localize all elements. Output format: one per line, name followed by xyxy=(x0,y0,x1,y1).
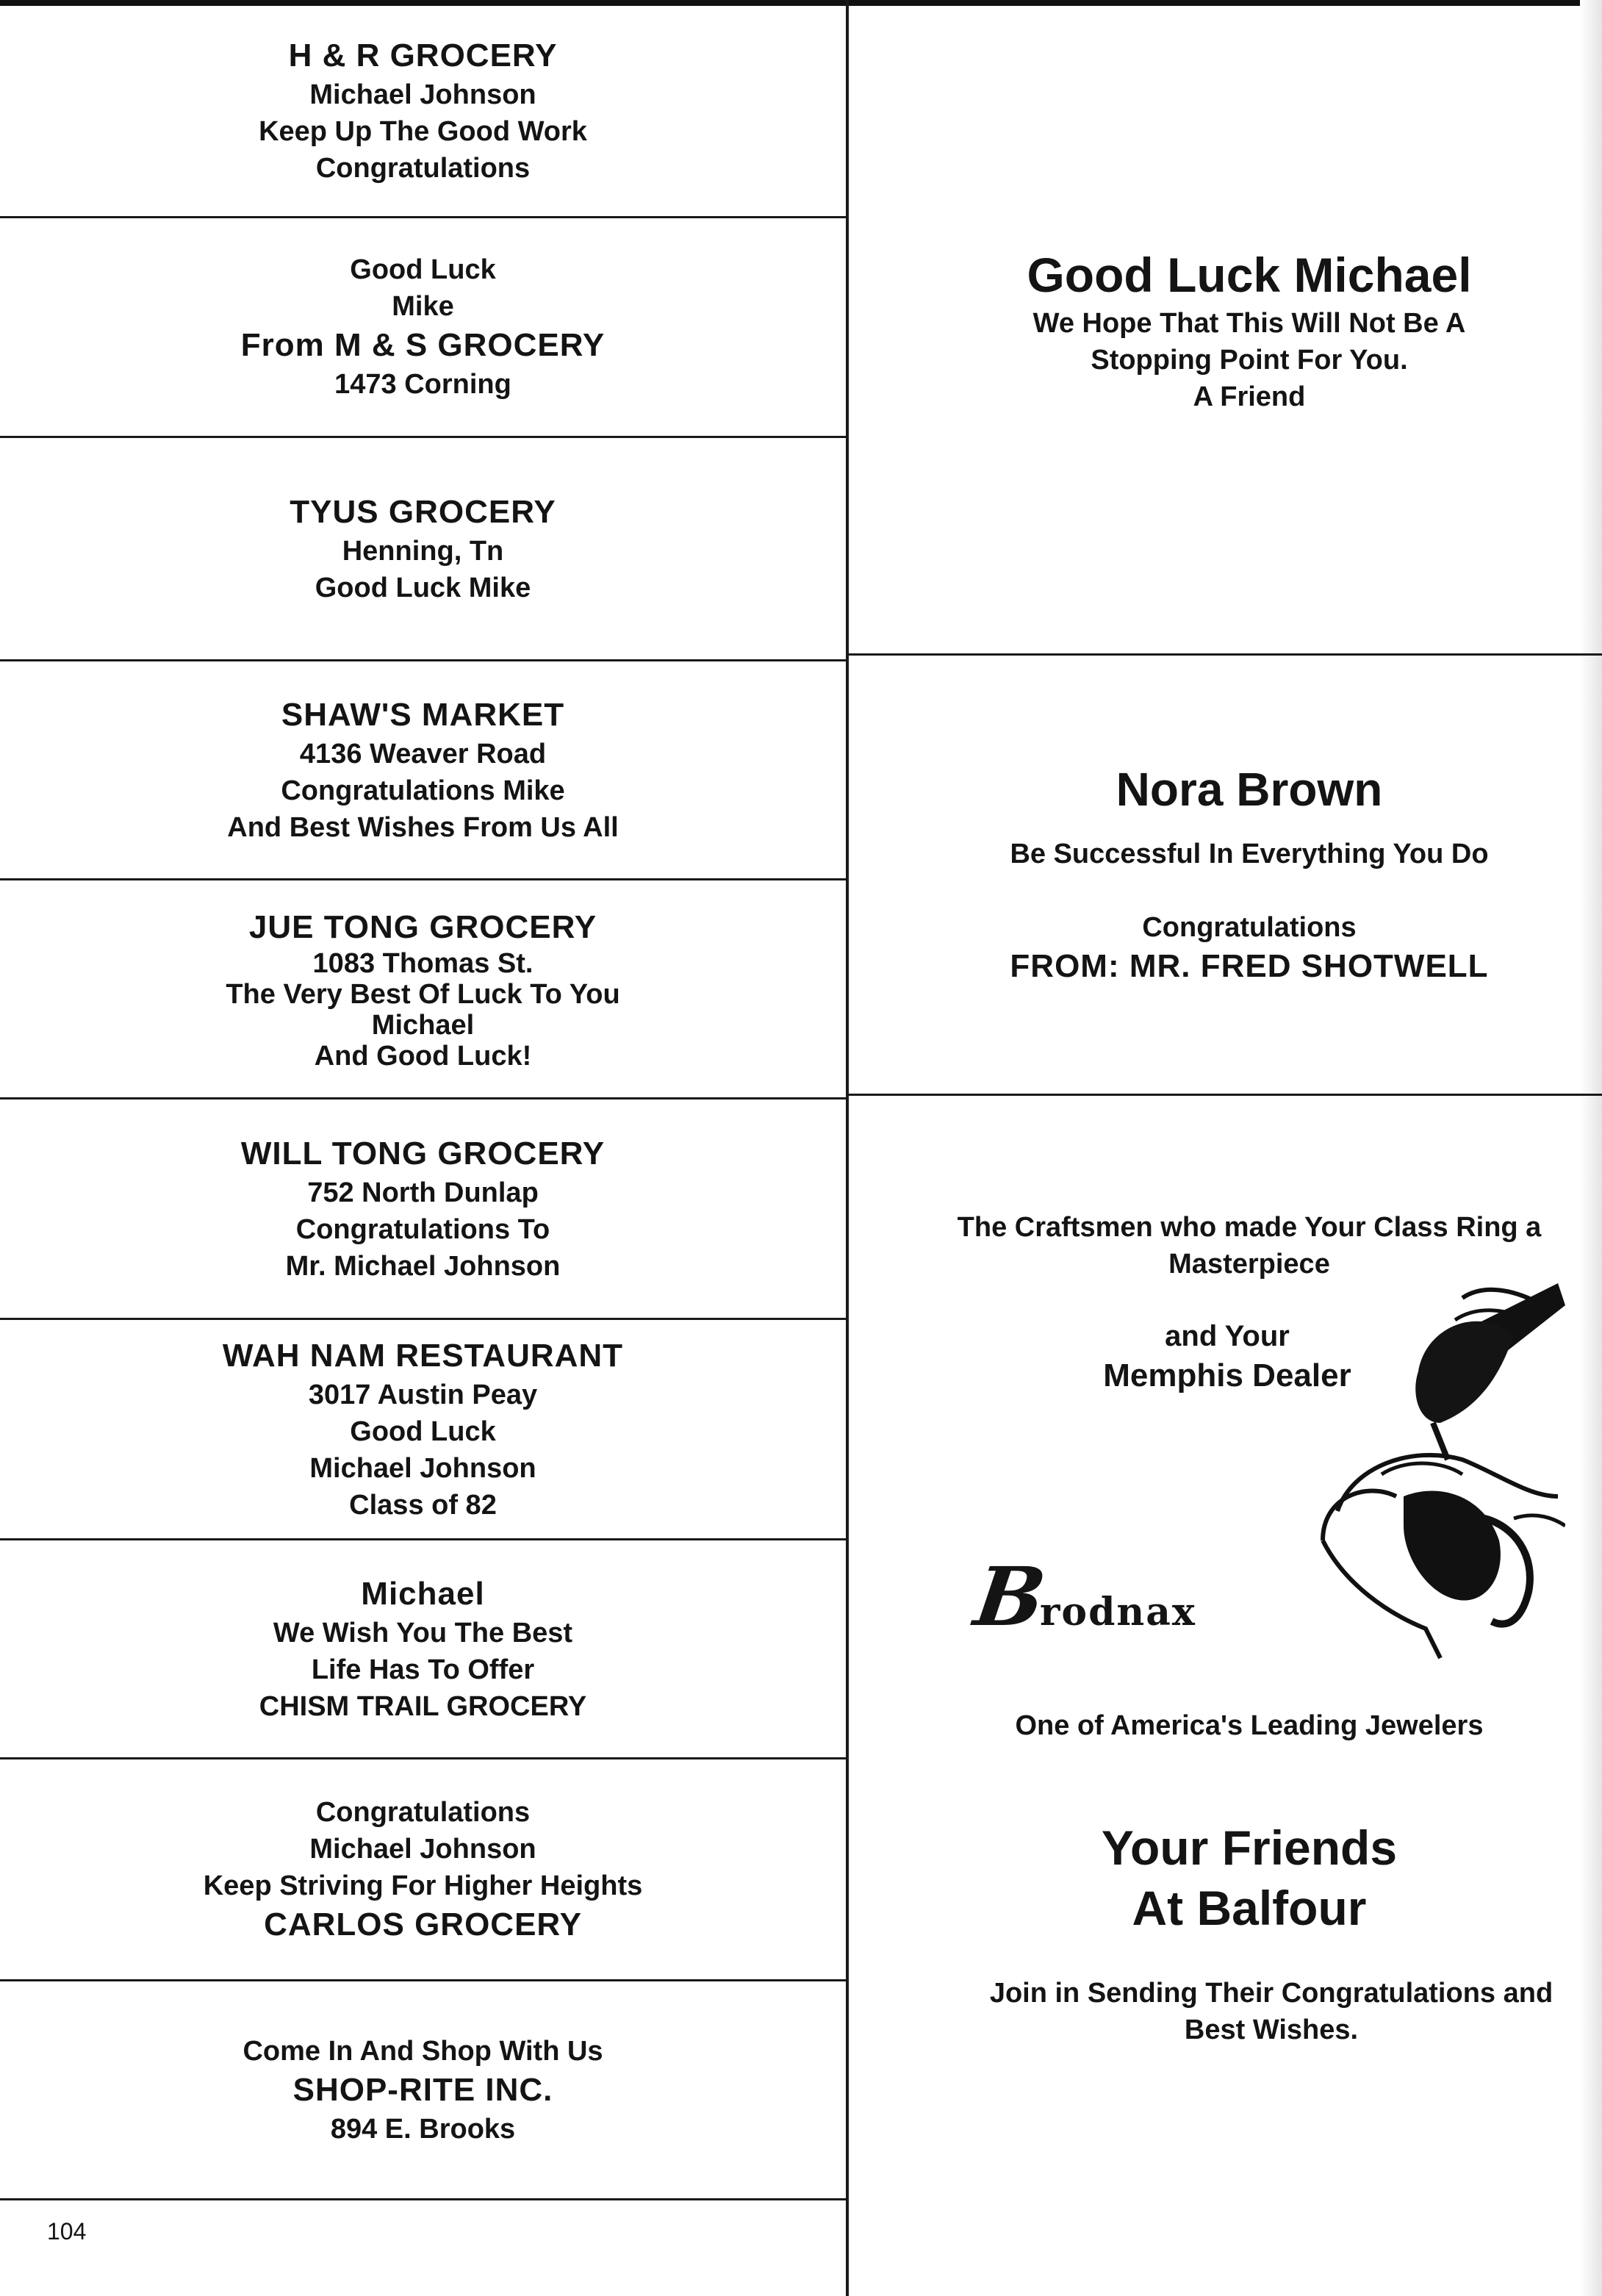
ad-line: 1083 Thomas St. xyxy=(312,947,534,979)
ad-line: We Wish You The Best xyxy=(273,1617,573,1649)
ad-heading: SHOP-RITE INC. xyxy=(292,2071,553,2108)
ad-nora-brown xyxy=(849,656,1602,1094)
ad-line: Michael xyxy=(371,1009,475,1041)
ad-heading: At Balfour xyxy=(1132,1881,1367,1935)
ad-will-tong-grocery xyxy=(0,1099,846,1318)
ad-heading: WILL TONG GROCERY xyxy=(240,1135,606,1172)
ad-heading: SHAW'S MARKET xyxy=(281,696,565,733)
ad-line: Congratulations To xyxy=(295,1213,550,1245)
your-friends-at-balfour xyxy=(849,1815,1602,1940)
ad-shop-rite xyxy=(0,1981,846,2198)
ad-heading: JUE TONG GROCERY xyxy=(248,908,597,945)
ad-line: and Your xyxy=(1165,1320,1290,1352)
ad-heading: CARLOS GROCERY xyxy=(264,1906,582,1942)
top-border xyxy=(0,0,1602,6)
ad-jue-tong-grocery xyxy=(0,880,846,1097)
ad-line: Life Has To Offer xyxy=(311,1654,535,1685)
ad-heading: Michael xyxy=(361,1575,485,1612)
ad-line: Class of 82 xyxy=(349,1489,497,1521)
ad-line: Stopping Point For You. xyxy=(1091,344,1408,376)
ad-line: 3017 Austin Peay xyxy=(308,1379,538,1410)
ad-heading: H & R GROCERY xyxy=(288,37,558,73)
ad-line: 894 E. Brooks xyxy=(330,2113,516,2145)
ad-tyus-grocery xyxy=(0,438,846,659)
ad-line: We Hope That This Will Not Be A xyxy=(1032,307,1466,339)
ad-line: Michael Johnson xyxy=(309,79,536,110)
ad-line: Memphis Dealer xyxy=(1103,1357,1351,1393)
ad-line: Good Luck Mike xyxy=(315,572,531,603)
ad-line: Henning, Tn xyxy=(342,535,504,567)
ad-m-s-grocery xyxy=(0,218,846,436)
left-divider xyxy=(0,2198,847,2200)
brodnax-logo xyxy=(969,1549,1196,1644)
ad-line: Masterpiece xyxy=(1168,1249,1330,1280)
ad-h-r-grocery xyxy=(0,6,846,216)
ad-shaws-market xyxy=(0,661,846,878)
ad-line: And Best Wishes From Us All xyxy=(227,811,619,843)
ad-line: CHISM TRAIL GROCERY xyxy=(259,1690,587,1722)
ad-line: The Craftsmen who made Your Class Ring a xyxy=(957,1212,1542,1243)
logo-text: rodnax xyxy=(1039,1590,1196,1635)
ad-line: 4136 Weaver Road xyxy=(299,738,547,769)
logo-initial: B xyxy=(969,1549,1052,1644)
ad-line: The Very Best Of Luck To You xyxy=(226,978,620,1010)
ad-line: Be Successful In Everything You Do xyxy=(1010,839,1489,869)
ad-line: Good Luck xyxy=(350,1416,496,1447)
ad-line: One of America's Leading Jewelers xyxy=(1015,1710,1484,1741)
ad-heading: Good Luck Michael xyxy=(1027,247,1472,302)
ad-line: Michael Johnson xyxy=(309,1833,536,1865)
join-text xyxy=(882,1971,1602,2052)
ad-line: Keep Striving For Higher Heights xyxy=(203,1870,643,1901)
ad-line: A Friend xyxy=(1193,381,1306,412)
ad-good-luck-michael xyxy=(849,6,1602,653)
ad-line: Join in Sending Their Congratulations and xyxy=(989,1978,1553,2009)
ad-line: Keep Up The Good Work xyxy=(259,116,587,147)
ad-line: Mike xyxy=(392,291,454,322)
ad-line: Michael Johnson xyxy=(309,1452,536,1484)
ad-line: 1473 Corning xyxy=(334,369,511,400)
ad-line: And Good Luck! xyxy=(314,1040,532,1072)
ad-line: Congratulations xyxy=(315,153,531,184)
ad-line: Mr. Michael Johnson xyxy=(285,1250,561,1282)
tagline xyxy=(849,1705,1602,1746)
ad-heading: WAH NAM RESTAURANT xyxy=(222,1337,624,1374)
ad-chism-trail-grocery xyxy=(0,1540,846,1757)
jeweler-hands-illustration xyxy=(1293,1276,1565,1673)
ad-line: Congratulations Mike xyxy=(281,775,565,806)
ad-line: Come In And Shop With Us xyxy=(243,2035,603,2067)
ad-line: 752 North Dunlap xyxy=(307,1177,539,1208)
page-number: 104 xyxy=(47,2218,87,2245)
ad-wah-nam-restaurant xyxy=(0,1320,846,1538)
ad-heading: Your Friends xyxy=(1101,1820,1398,1875)
right-divider xyxy=(846,1094,1602,1096)
ad-line: Best Wishes. xyxy=(1184,2015,1359,2045)
ad-carlos-grocery xyxy=(0,1759,846,1979)
ad-signature: FROM: MR. FRED SHOTWELL xyxy=(1010,948,1489,984)
craftsmen-text xyxy=(849,1205,1602,1286)
ad-heading: From M & S GROCERY xyxy=(240,327,606,363)
ad-heading: Nora Brown xyxy=(1116,763,1383,816)
ad-heading: TYUS GROCERY xyxy=(290,493,556,530)
ad-line: Congratulations xyxy=(315,1796,531,1828)
ad-line: Good Luck xyxy=(350,254,496,285)
ad-line: Congratulations xyxy=(1142,912,1357,943)
